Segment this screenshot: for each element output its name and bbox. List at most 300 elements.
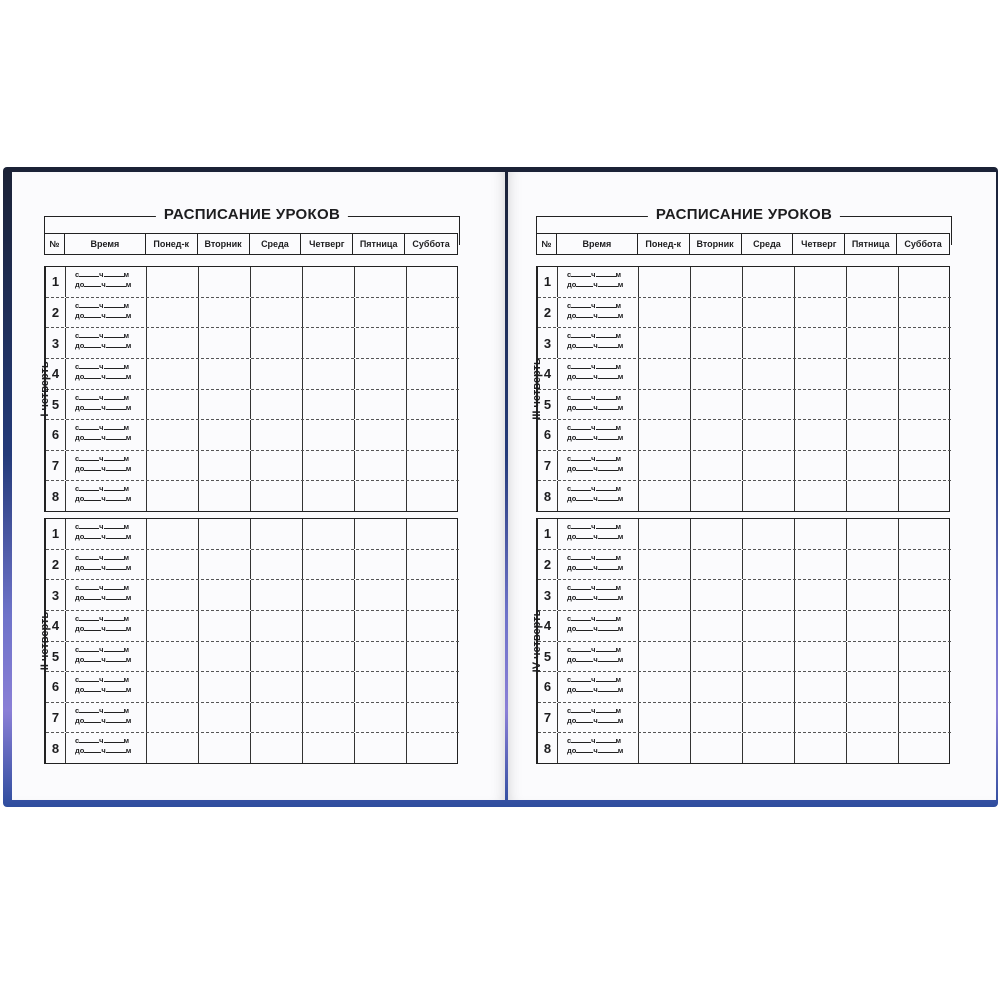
time-from-line: с ч м: [75, 644, 130, 654]
time-field[interactable]: [66, 267, 147, 297]
day-cell[interactable]: [691, 359, 743, 389]
time-to-line: до ч м: [567, 685, 624, 695]
lesson-number: 4: [46, 611, 66, 641]
day-cell[interactable]: [639, 420, 691, 450]
day-cell[interactable]: [899, 451, 951, 481]
time-field[interactable]: [66, 550, 147, 580]
day-cell[interactable]: [795, 328, 847, 358]
day-cell[interactable]: [147, 328, 199, 358]
day-cell[interactable]: [355, 451, 407, 481]
time-from-line: с ч м: [567, 675, 622, 685]
day-cell[interactable]: [355, 420, 407, 450]
table-row: [538, 733, 951, 763]
time-from-line: с ч м: [75, 675, 130, 685]
day-cell[interactable]: [407, 359, 459, 389]
day-cell[interactable]: [795, 267, 847, 297]
day-cell[interactable]: [899, 550, 951, 580]
day-cell[interactable]: [743, 420, 795, 450]
day-cell[interactable]: [199, 359, 251, 389]
time-field[interactable]: [558, 420, 639, 450]
table-row: [538, 672, 951, 703]
day-cell[interactable]: [407, 451, 459, 481]
lesson-number: 5: [538, 642, 558, 672]
lesson-number: 3: [538, 580, 558, 610]
day-cell[interactable]: [199, 733, 251, 763]
day-cell[interactable]: [743, 580, 795, 610]
day-cell[interactable]: [355, 550, 407, 580]
table-row: [46, 611, 459, 642]
time-to-line: до ч м: [567, 310, 624, 320]
day-cell[interactable]: [407, 390, 459, 420]
column-header: Среда: [742, 234, 794, 254]
time-from-line: с ч м: [75, 613, 130, 623]
time-field[interactable]: [66, 298, 147, 328]
day-cell[interactable]: [199, 298, 251, 328]
day-cell[interactable]: [847, 328, 899, 358]
day-cell[interactable]: [639, 481, 691, 511]
table-row: [538, 550, 951, 581]
day-cell[interactable]: [795, 519, 847, 549]
table-row: [46, 642, 459, 673]
day-cell[interactable]: [251, 703, 303, 733]
time-field[interactable]: [66, 703, 147, 733]
quarter-label: III четверть: [531, 358, 543, 420]
lesson-number: 7: [46, 703, 66, 733]
day-cell[interactable]: [795, 672, 847, 702]
lesson-number: 8: [538, 481, 558, 511]
lesson-number: 1: [538, 267, 558, 297]
header-row: [44, 233, 458, 255]
day-cell[interactable]: [355, 580, 407, 610]
day-cell[interactable]: [251, 298, 303, 328]
day-cell[interactable]: [407, 550, 459, 580]
time-from-line: с ч м: [567, 270, 622, 279]
day-cell[interactable]: [199, 390, 251, 420]
day-cell[interactable]: [251, 359, 303, 389]
day-cell[interactable]: [147, 642, 199, 672]
time-field[interactable]: [66, 580, 147, 610]
day-cell[interactable]: [743, 298, 795, 328]
time-from-line: с ч м: [75, 392, 130, 402]
day-cell[interactable]: [251, 267, 303, 297]
time-field[interactable]: [66, 611, 147, 641]
day-cell[interactable]: [691, 420, 743, 450]
day-cell[interactable]: [147, 298, 199, 328]
quarter-block: [39, 266, 458, 512]
day-cell[interactable]: [899, 519, 951, 549]
day-cell[interactable]: [407, 328, 459, 358]
time-from-line: с ч м: [567, 705, 622, 715]
day-cell[interactable]: [847, 451, 899, 481]
lesson-number: 8: [46, 733, 66, 763]
day-cell[interactable]: [847, 390, 899, 420]
day-cell[interactable]: [303, 451, 355, 481]
day-cell[interactable]: [303, 519, 355, 549]
time-field[interactable]: [558, 672, 639, 702]
time-from-line: с ч м: [75, 522, 130, 531]
day-cell[interactable]: [847, 703, 899, 733]
day-cell[interactable]: [639, 451, 691, 481]
day-cell[interactable]: [639, 611, 691, 641]
day-cell[interactable]: [199, 550, 251, 580]
day-cell[interactable]: [899, 580, 951, 610]
day-cell[interactable]: [639, 703, 691, 733]
day-cell[interactable]: [407, 703, 459, 733]
time-to-line: до ч м: [75, 654, 132, 664]
day-cell[interactable]: [899, 359, 951, 389]
time-field[interactable]: [66, 359, 147, 389]
day-cell[interactable]: [147, 703, 199, 733]
day-cell[interactable]: [303, 611, 355, 641]
day-cell[interactable]: [147, 580, 199, 610]
header-row: [536, 233, 950, 255]
day-cell[interactable]: [795, 390, 847, 420]
table-row: [46, 390, 459, 421]
day-cell[interactable]: [743, 390, 795, 420]
day-cell[interactable]: [251, 611, 303, 641]
day-cell[interactable]: [899, 267, 951, 297]
day-cell[interactable]: [899, 733, 951, 763]
time-field[interactable]: [558, 481, 639, 511]
table-row: [538, 298, 951, 329]
time-to-line: до ч м: [75, 463, 132, 473]
day-cell[interactable]: [899, 672, 951, 702]
table-row: [46, 420, 459, 451]
time-field[interactable]: [558, 703, 639, 733]
day-cell[interactable]: [795, 642, 847, 672]
day-cell[interactable]: [899, 642, 951, 672]
time-to-line: до ч м: [75, 494, 132, 504]
day-cell[interactable]: [691, 580, 743, 610]
time-field[interactable]: [558, 611, 639, 641]
time-field[interactable]: [66, 481, 147, 511]
day-cell[interactable]: [899, 420, 951, 450]
day-cell[interactable]: [407, 672, 459, 702]
day-cell[interactable]: [743, 359, 795, 389]
day-cell[interactable]: [691, 519, 743, 549]
time-from-line: с ч м: [75, 453, 130, 463]
day-cell[interactable]: [639, 390, 691, 420]
time-field[interactable]: [558, 642, 639, 672]
time-from-line: с ч м: [567, 361, 622, 371]
day-cell[interactable]: [639, 642, 691, 672]
day-cell[interactable]: [251, 580, 303, 610]
time-from-line: с ч м: [567, 613, 622, 623]
lesson-rows: [46, 519, 459, 763]
time-from-line: с ч м: [75, 552, 130, 562]
table-row: [538, 481, 951, 511]
day-cell[interactable]: [355, 733, 407, 763]
day-cell[interactable]: [899, 703, 951, 733]
column-header: Суббота: [412, 239, 450, 249]
day-cell[interactable]: [691, 298, 743, 328]
day-cell[interactable]: [303, 642, 355, 672]
day-cell[interactable]: [251, 481, 303, 511]
quarter-block: [531, 266, 950, 512]
table-row: [46, 298, 459, 329]
day-cell[interactable]: [199, 267, 251, 297]
day-cell[interactable]: [407, 481, 459, 511]
day-cell[interactable]: [691, 550, 743, 580]
day-cell[interactable]: [847, 267, 899, 297]
table-row: [538, 359, 951, 390]
day-cell[interactable]: [251, 451, 303, 481]
column-header: Среда: [250, 234, 302, 254]
day-cell[interactable]: [303, 298, 355, 328]
time-to-line: до ч м: [567, 715, 624, 725]
lesson-number: 5: [46, 642, 66, 672]
day-cell[interactable]: [847, 298, 899, 328]
time-to-line: до ч м: [75, 341, 132, 351]
time-field[interactable]: [66, 420, 147, 450]
time-field[interactable]: [66, 328, 147, 358]
day-cell[interactable]: [355, 481, 407, 511]
time-field[interactable]: [558, 451, 639, 481]
day-cell[interactable]: [743, 611, 795, 641]
day-cell[interactable]: [355, 267, 407, 297]
day-cell[interactable]: [355, 298, 407, 328]
day-cell[interactable]: [743, 328, 795, 358]
day-cell[interactable]: [743, 481, 795, 511]
day-cell[interactable]: [847, 672, 899, 702]
day-cell[interactable]: [639, 298, 691, 328]
day-cell[interactable]: [303, 481, 355, 511]
lesson-number: 6: [538, 420, 558, 450]
day-cell[interactable]: [743, 733, 795, 763]
day-cell[interactable]: [303, 703, 355, 733]
lesson-number: 8: [46, 481, 66, 511]
day-cell[interactable]: [691, 481, 743, 511]
time-field[interactable]: [558, 580, 639, 610]
day-cell[interactable]: [199, 642, 251, 672]
time-field[interactable]: [66, 733, 147, 763]
day-cell[interactable]: [251, 390, 303, 420]
time-field[interactable]: [558, 733, 639, 763]
day-cell[interactable]: [355, 642, 407, 672]
lesson-number: 4: [538, 611, 558, 641]
day-cell[interactable]: [407, 519, 459, 549]
day-cell[interactable]: [251, 550, 303, 580]
day-cell[interactable]: [147, 519, 199, 549]
day-cell[interactable]: [303, 733, 355, 763]
time-field[interactable]: [558, 298, 639, 328]
day-cell[interactable]: [303, 580, 355, 610]
day-cell[interactable]: [251, 733, 303, 763]
day-cell[interactable]: [303, 420, 355, 450]
day-cell[interactable]: [795, 420, 847, 450]
time-field[interactable]: [66, 519, 147, 549]
column-header: Пятница: [845, 234, 897, 254]
time-field[interactable]: [558, 550, 639, 580]
day-cell[interactable]: [847, 550, 899, 580]
lesson-number: 3: [538, 328, 558, 358]
day-cell[interactable]: [355, 611, 407, 641]
day-cell[interactable]: [407, 267, 459, 297]
time-field[interactable]: [558, 519, 639, 549]
table-row: [538, 580, 951, 611]
day-cell[interactable]: [199, 611, 251, 641]
time-to-line: до ч м: [75, 532, 132, 541]
time-to-line: до ч м: [75, 310, 132, 320]
day-cell[interactable]: [251, 642, 303, 672]
day-cell[interactable]: [691, 703, 743, 733]
day-cell[interactable]: [795, 359, 847, 389]
time-to-line: до ч м: [567, 746, 624, 756]
day-cell[interactable]: [355, 359, 407, 389]
day-cell[interactable]: [407, 642, 459, 672]
day-cell[interactable]: [251, 519, 303, 549]
day-cell[interactable]: [199, 580, 251, 610]
day-cell[interactable]: [795, 451, 847, 481]
day-cell[interactable]: [639, 550, 691, 580]
day-cell[interactable]: [639, 580, 691, 610]
day-cell[interactable]: [147, 359, 199, 389]
day-cell[interactable]: [691, 733, 743, 763]
day-cell[interactable]: [147, 672, 199, 702]
day-cell[interactable]: [199, 420, 251, 450]
day-cell[interactable]: [795, 481, 847, 511]
day-cell[interactable]: [147, 267, 199, 297]
day-cell[interactable]: [355, 328, 407, 358]
day-cell[interactable]: [743, 703, 795, 733]
day-cell[interactable]: [199, 672, 251, 702]
day-cell[interactable]: [691, 611, 743, 641]
table-row: [538, 611, 951, 642]
time-to-line: до ч м: [567, 463, 624, 473]
day-cell[interactable]: [355, 672, 407, 702]
day-cell[interactable]: [847, 611, 899, 641]
day-cell[interactable]: [899, 298, 951, 328]
quarter-label-cell: [39, 267, 51, 511]
day-cell[interactable]: [691, 451, 743, 481]
time-field[interactable]: [66, 451, 147, 481]
table-row: [538, 267, 951, 298]
table-row: [46, 267, 459, 298]
day-cell[interactable]: [407, 611, 459, 641]
day-cell[interactable]: [251, 328, 303, 358]
time-field[interactable]: [66, 642, 147, 672]
time-to-line: до ч м: [567, 562, 624, 572]
quarter-label: IV четверть: [531, 609, 543, 673]
day-cell[interactable]: [795, 298, 847, 328]
lesson-number: 6: [46, 672, 66, 702]
day-cell[interactable]: [303, 267, 355, 297]
time-field[interactable]: [66, 672, 147, 702]
day-cell[interactable]: [199, 519, 251, 549]
day-cell[interactable]: [355, 390, 407, 420]
day-cell[interactable]: [691, 328, 743, 358]
day-cell[interactable]: [251, 420, 303, 450]
time-to-line: до ч м: [567, 494, 624, 504]
day-cell[interactable]: [847, 733, 899, 763]
day-cell[interactable]: [147, 611, 199, 641]
day-cell[interactable]: [639, 267, 691, 297]
time-from-line: с ч м: [75, 736, 130, 746]
time-field[interactable]: [558, 267, 639, 297]
day-cell[interactable]: [743, 519, 795, 549]
day-cell[interactable]: [847, 519, 899, 549]
time-to-line: до ч м: [75, 402, 132, 412]
column-header: №: [537, 234, 557, 254]
day-cell[interactable]: [899, 611, 951, 641]
day-cell[interactable]: [691, 642, 743, 672]
day-cell[interactable]: [899, 328, 951, 358]
day-cell[interactable]: [743, 267, 795, 297]
day-cell[interactable]: [199, 703, 251, 733]
quarter-label-cell: [531, 519, 543, 763]
day-cell[interactable]: [147, 733, 199, 763]
time-field[interactable]: [558, 359, 639, 389]
time-field[interactable]: [66, 390, 147, 420]
day-cell[interactable]: [303, 390, 355, 420]
day-cell[interactable]: [691, 672, 743, 702]
day-cell[interactable]: [355, 703, 407, 733]
day-cell[interactable]: [303, 550, 355, 580]
day-cell[interactable]: [199, 451, 251, 481]
day-cell[interactable]: [743, 672, 795, 702]
day-cell[interactable]: [847, 420, 899, 450]
day-cell[interactable]: [147, 451, 199, 481]
day-cell[interactable]: [355, 519, 407, 549]
day-cell[interactable]: [251, 672, 303, 702]
day-cell[interactable]: [407, 298, 459, 328]
day-cell[interactable]: [147, 481, 199, 511]
day-cell[interactable]: [795, 550, 847, 580]
day-cell[interactable]: [147, 390, 199, 420]
time-to-line: до ч м: [75, 433, 132, 443]
time-field[interactable]: [558, 390, 639, 420]
day-cell[interactable]: [407, 733, 459, 763]
day-cell[interactable]: [743, 451, 795, 481]
time-from-line: с ч м: [567, 300, 622, 310]
day-cell[interactable]: [639, 359, 691, 389]
day-cell[interactable]: [795, 733, 847, 763]
day-cell[interactable]: [303, 328, 355, 358]
day-cell[interactable]: [899, 481, 951, 511]
day-cell[interactable]: [743, 550, 795, 580]
time-from-line: с ч м: [567, 331, 622, 341]
day-cell[interactable]: [303, 672, 355, 702]
day-cell[interactable]: [847, 642, 899, 672]
day-cell[interactable]: [147, 550, 199, 580]
day-cell[interactable]: [691, 267, 743, 297]
time-to-line: до ч м: [75, 593, 132, 603]
day-cell[interactable]: [303, 359, 355, 389]
day-cell[interactable]: [639, 519, 691, 549]
day-cell[interactable]: [407, 420, 459, 450]
time-field[interactable]: [558, 328, 639, 358]
day-cell[interactable]: [847, 359, 899, 389]
day-cell[interactable]: [639, 672, 691, 702]
lesson-number: 7: [538, 703, 558, 733]
column-header: Четверг: [301, 234, 353, 254]
day-cell[interactable]: [639, 733, 691, 763]
day-cell[interactable]: [743, 642, 795, 672]
day-cell[interactable]: [795, 580, 847, 610]
day-cell[interactable]: [899, 390, 951, 420]
day-cell[interactable]: [691, 390, 743, 420]
day-cell[interactable]: [639, 328, 691, 358]
day-cell[interactable]: [147, 420, 199, 450]
day-cell[interactable]: [407, 580, 459, 610]
day-cell[interactable]: [199, 481, 251, 511]
day-cell[interactable]: [199, 328, 251, 358]
day-cell[interactable]: [795, 611, 847, 641]
day-cell[interactable]: [847, 580, 899, 610]
day-cell[interactable]: [847, 481, 899, 511]
lesson-number: 7: [46, 451, 66, 481]
day-cell[interactable]: [795, 703, 847, 733]
